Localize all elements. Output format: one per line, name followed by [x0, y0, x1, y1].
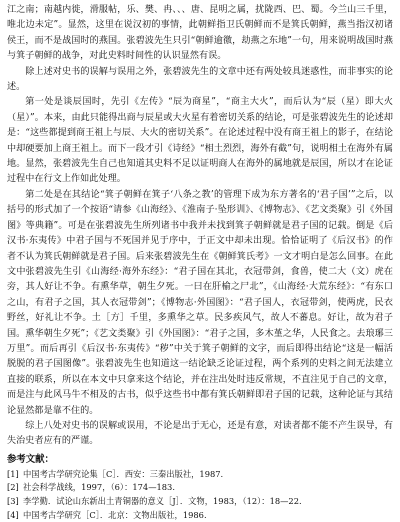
reference-item [7, 481, 393, 495]
body-paragraph: 江之南；南越内徙，滑服帖，乐、樊、冉、、、唐、昆明之属，扰陇西、巴、蜀。今兰山三千里，唯北边未定”。显然，这里在说汉初的事情，此朝鲜指卫氏朝鲜而不是箕氏朝鲜，燕当指汉初诸侯王，而不是战国时的燕国。张碧波先生只引“朝鲜逾徼，劫燕之东地”一句，用来说明战国时燕与箕子朝鲜的战争，对此史料时间性的认识显然有误。 [7, 5, 393, 62]
reference-text: 中国考古学研究［C］．北京：文物出版社，1986. [23, 509, 207, 520]
reference-number: [2] [7, 482, 19, 493]
body-paragraph: 第一处是谈辰国时，先引《左传》“辰为商星”，“商主大火”，而后认为“辰（星）即大火（星）”。本来，由此只能得出商与辰星或大火星有着密切关系的结论，可是张碧波先生的论述却是：“这些都提到商王祖上与辰、大火的密切关系”。在论述过程中没有商王祖上的影子，在结论中却硬要加上商王祖上。而下一段才引《诗经》“相土烈烈，海外有截”句，说明相土在海外有属地。显然，张碧波先生自己也知道其史料不足以证明商人在海外的属地就是辰国，所以才在论证过程中在行文上作如此处理。 [7, 97, 393, 185]
reference-text: 李学勤．试论山东新出土青铜器的意义［J］．文物，1983，（12）：18—22. [23, 495, 302, 506]
reference-item [7, 495, 393, 509]
reference-list [7, 468, 393, 522]
references-heading: 参考文献： [7, 453, 54, 465]
body-paragraph: 第二处是在其结论“箕子朝鲜在箕子‘八条之教’的管理下成为东方著名的‘君子国’”之后，以括号的形式加了一个按语“请参《山海经》、《淮南子·坠形训》、《博物志》、《艺文类聚》引《外国图》等典籍”。可是在张碧波先生所列诸书中我并未找到箕子朝鲜就是君子国的记载。倒是《后汉书·东夷传》中君子国与不死国并见于序中，于正文中却未出现。恰恰证明了《后汉书》的作者不认为箕氏朝鲜就是君子国。后来张碧波先生在《朝鲜箕氏考》一文才明白是怎么回事。在此文中张碧波先生引《山海经·海外东经》：“君子国在其北，衣冠带剑，食兽，使二大（文）虎在旁，其人好让不争。有熏华草，朝生夕死。一曰在肝榆之尸北”，《山海经·大荒东经》：“有东口之山，有君子之国，其人衣冠带剑”；《博物志·外国图》：“君子国人，衣冠带剑，使两虎，民衣野丝，好礼让不争。土［方］千里，多熏华之草。民多疾风气，故人不蕃息。好让，故为君子国。熏华朝生夕死”；《艺文类聚》引《外国图》：“君子之国，多木堇之华，人民食之。去琅琊三万里”。而后再引《后汉书·东夷传》“秽”中关于箕子朝鲜的文字，而后即得出结论“这是一幅活脱脱的君子国图像”。张碧波先生也知道这一结论缺乏论证过程，两个系列的史料之间无法建立直接的联系，所以在本文中只拿来这个结论，并在注出处时违反常规，不直注见于自己的文章，而是注与此风马牛不相及的古书，似乎这些书中都有箕氏朝鲜即君子国的记载，这种论证与其结论显然都是靠不住的。 [7, 189, 393, 416]
reference-text: 社会科学战线，1997，（6）：174—183. [23, 482, 175, 493]
reference-text: 中国考古学研究论集［C］．西安：三秦出版社，1987. [23, 468, 224, 479]
body-paragraph: 除上述对史书的误解与误用之外，张碧波先生的文章中还有两处较具迷惑性，而非事实的论述。 [7, 66, 393, 93]
reference-item [7, 509, 393, 522]
reference-item [7, 468, 393, 482]
reference-number: [3] [7, 495, 19, 506]
reference-number: [4] [7, 509, 19, 520]
document-page [7, 3, 393, 520]
reference-number: [1] [7, 468, 19, 479]
body-paragraph: 综上八处对史书的误解或误用，不论是出于无心，还是有意，对读者都不能不产生误导，有失治史者应有的严谨。 [7, 420, 393, 447]
